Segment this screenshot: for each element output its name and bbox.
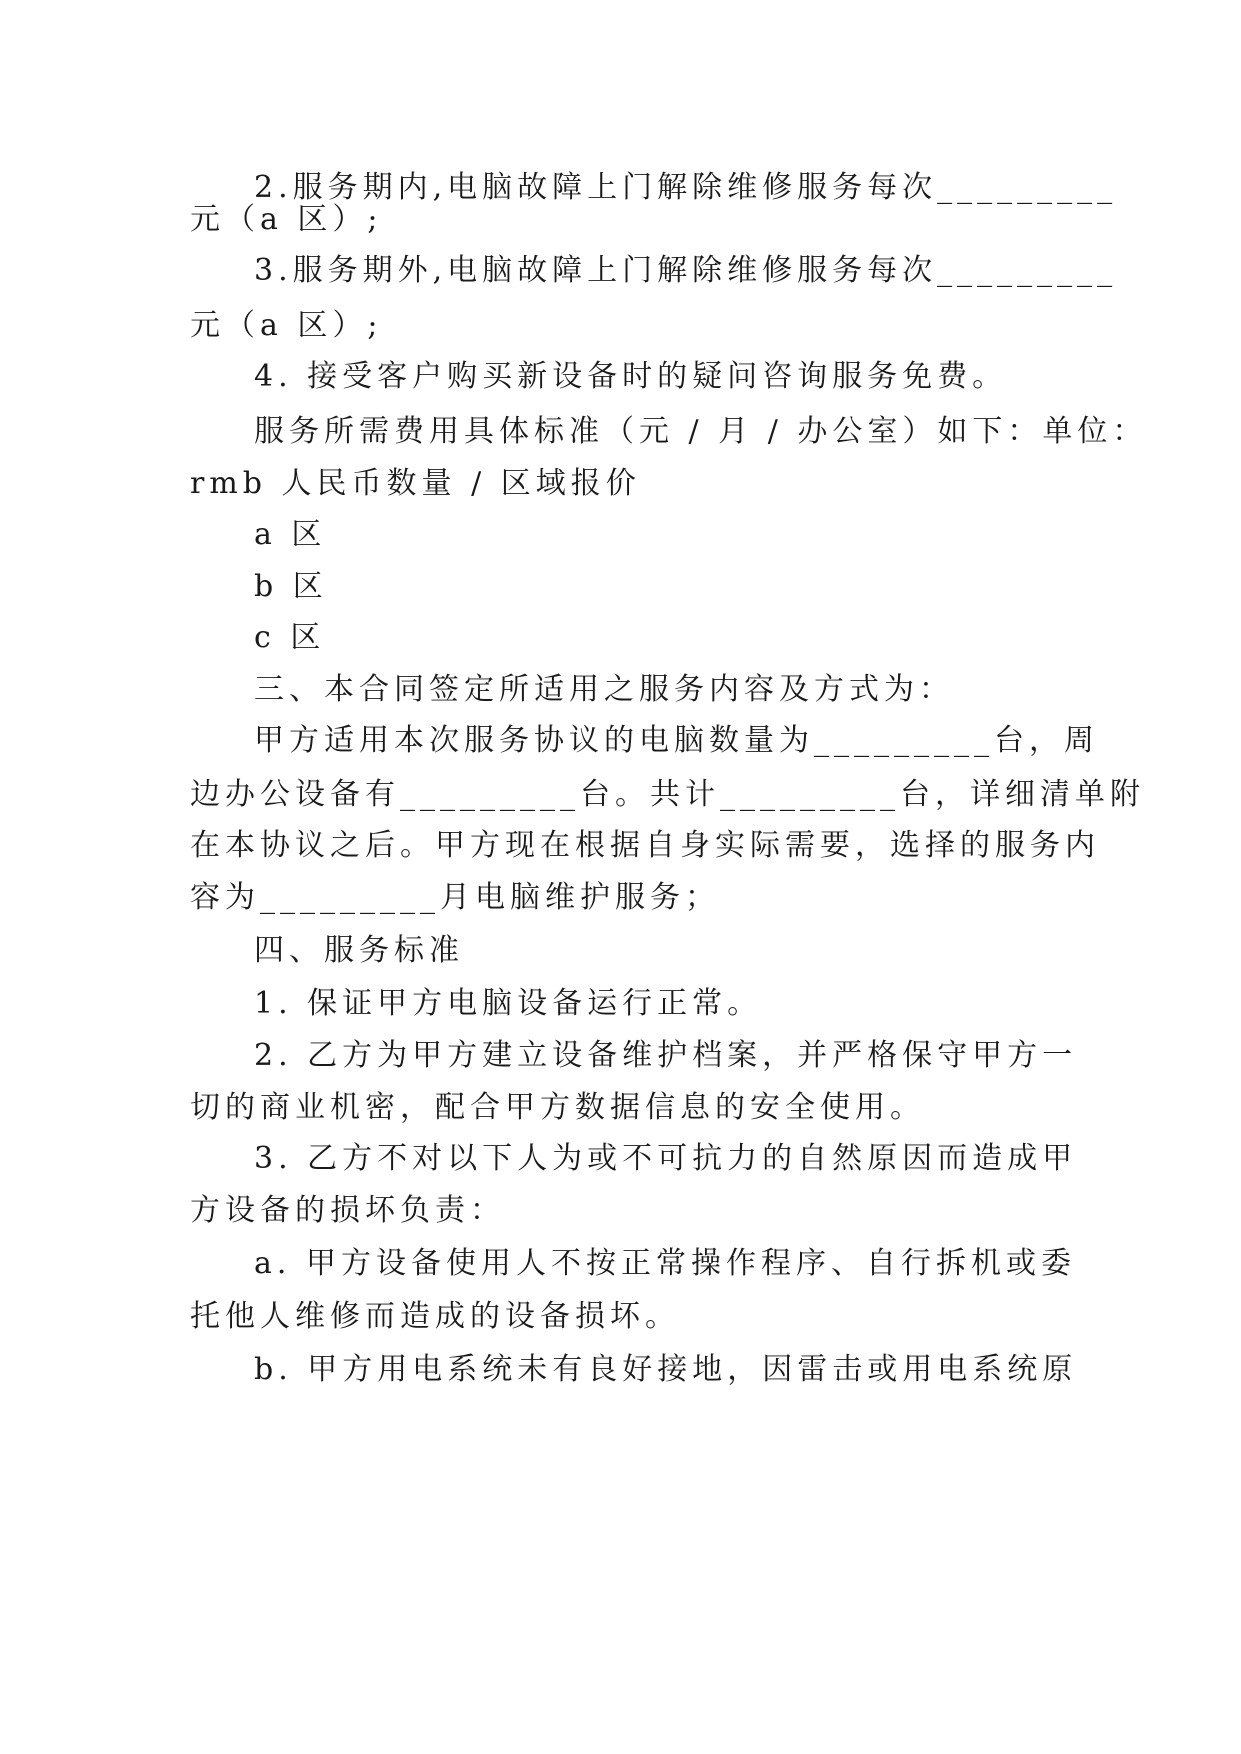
paragraph-line: 切的商业机密，配合甲方数据信息的安全使用。 (190, 1090, 925, 1125)
paragraph-line: 元（a 区）; (190, 308, 383, 343)
paragraph-line: 元（a 区）; (190, 202, 383, 237)
paragraph-line: b 区 (254, 569, 328, 604)
paragraph-line: 1. 保证甲方电脑设备运行正常。 (254, 986, 763, 1021)
paragraph-line: 2. 乙方为甲方建立设备维护档案，并严格保守甲方一 (254, 1038, 1078, 1073)
paragraph-line: 边办公设备有_________台。共计_________台，详细清单附 (190, 777, 1145, 812)
paragraph-line: 服务所需费用具体标准（元 / 月 / 办公室）如下：单位： (254, 414, 1148, 449)
paragraph-line: 甲方适用本次服务协议的电脑数量为_________台，周 (254, 723, 1099, 758)
paragraph-line: 3.服务期外,电脑故障上门解除维修服务每次_________ (254, 253, 1118, 288)
paragraph-line: a 区 (254, 517, 327, 552)
paragraph-line: 方设备的损坏负责： (190, 1193, 505, 1228)
paragraph-line: a. 甲方设备使用人不按正常操作程序、自行拆机或委 (254, 1246, 1076, 1281)
section-heading: 四、服务标准 (254, 933, 464, 968)
paragraph-line: 在本协议之后。甲方现在根据自身实际需要，选择的服务内 (190, 828, 1100, 863)
paragraph-line: 托他人维修而造成的设备损坏。 (190, 1299, 680, 1334)
paragraph-line: 2.服务期内,电脑故障上门解除维修服务每次_________ (254, 170, 1118, 205)
paragraph-line: 4. 接受客户购买新设备时的疑问咨询服务免费。 (254, 359, 1008, 394)
section-heading: 三、本合同签定所适用之服务内容及方式为： (254, 672, 954, 707)
paragraph-line: b. 甲方用电系统未有良好接地，因雷击或用电系统原 (254, 1352, 1078, 1387)
paragraph-line: c 区 (254, 620, 326, 655)
paragraph-line: 3. 乙方不对以下人为或不可抗力的自然原因而造成甲 (254, 1141, 1078, 1176)
paragraph-line: rmb 人民币数量 / 区域报价 (190, 466, 641, 501)
paragraph-line: 容为_________月电脑维护服务； (190, 880, 720, 915)
